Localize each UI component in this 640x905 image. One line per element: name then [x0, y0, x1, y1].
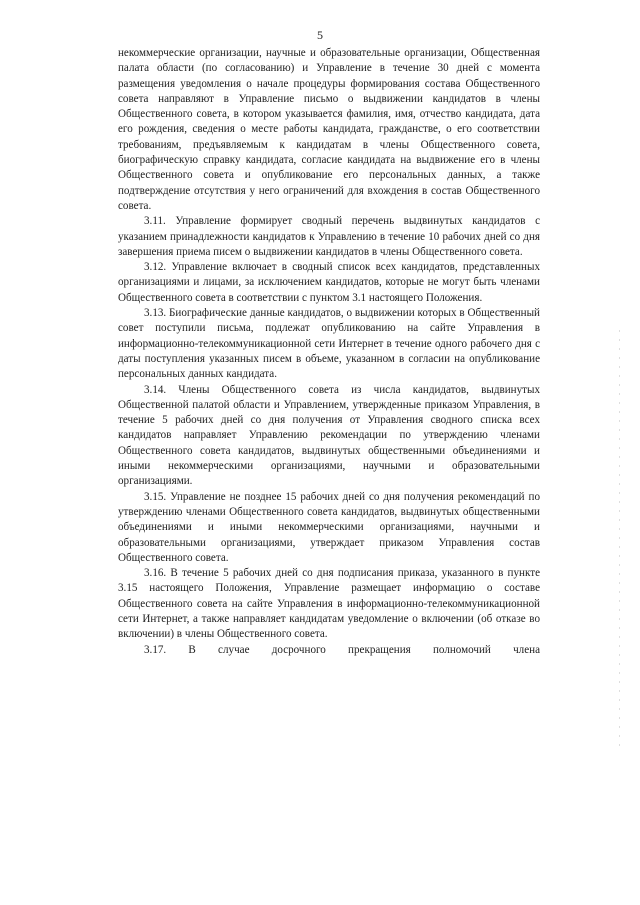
paragraph-3-12: 3.12. Управление включает в сводный список всех кандидатов, представленных организациями и лицами, за исключением кандидатов, которые не могут быть членами Общественного совета в соответствии с пунктом 3.1 настоящего Положения. [118, 261, 540, 304]
paragraph-3-13: 3.13. Биографические данные кандидатов, о выдвижении которых в Общественный совет поступили письма, подлежат опубликованию на сайте Управления в информационно-телекоммуникационной сети Интернет в течение одного рабочего дня с даты поступления указанных писем в объеме, указанном в согласии на опубликование персональных данных кандидата. [118, 307, 540, 381]
paragraph-continuation: некоммерческие организации, научные и образовательные организации, Общественная палата области (по согласованию) и Управление в течение 30 дней с момента размещения уведомления о начале процедуры формирования состава Общественного совета направляют в Управление письмо о выдвижении кандидатов в члены Общественного совета, в котором указывается фамилия, имя, отчество кандидата, дата его рождения, сведения о месте работы кандидата, гражданстве, о его соответствии требованиям, предъявляемым к кандидатам в члены Общественного совета, биографическую справку кандидата, согласие кандидата на выдвижение его в члены Общественного совета и опубликование его персональных данных, а также подтверждение отсутствия у него ограничений для вхождения в состав Общественного совета. [118, 47, 540, 212]
paragraph-3-16: 3.16. В течение 5 рабочих дней со дня подписания приказа, указанного в пункте 3.15 настоящего Положения, Управление размещает информацию о составе Общественного совета на сайте Управления в информационно-телекоммуникационной сети Интернет, а также направляет кандидатам уведомление о включении (об отказе во включении) в члены Общественного совета. [118, 567, 540, 641]
paragraph-3-15: 3.15. Управление не позднее 15 рабочих дней со дня получения рекомендаций по утверждению членами Общественного совета кандидатов, выдвинутых общественными объединениями и иными некоммерческими организациями, научными и образовательными организациями, утверждает приказом Управления состав Общественного совета. [118, 490, 540, 564]
scan-edge-mark [619, 330, 620, 750]
page-number: 5 [317, 28, 323, 42]
document-body [118, 46, 540, 658]
paragraph-3-17: 3.17. В случае досрочного прекращения полномочий члена [144, 643, 540, 656]
paragraph-3-11: 3.11. Управление формирует сводный перечень выдвинутых кандидатов с указанием принадлежности кандидатов к Управлению в течение 10 рабочих дней со дня завершения приема писем о выдвижении кандидатов в члены Общественного совета. [118, 215, 540, 258]
paragraph-3-14: 3.14. Члены Общественного совета из числа кандидатов, выдвинутых Общественной палатой области и Управлением, утвержденные приказом Управления, в течение 5 рабочих дней со дня получения от Управления сводного списка всех кандидатов направляет Управлению рекомендации по утверждению членами Общественного совета кандидатов, выдвинутых общественными объединениями и иными некоммерческими организациями, научными и образовательными организациями. [118, 383, 540, 488]
